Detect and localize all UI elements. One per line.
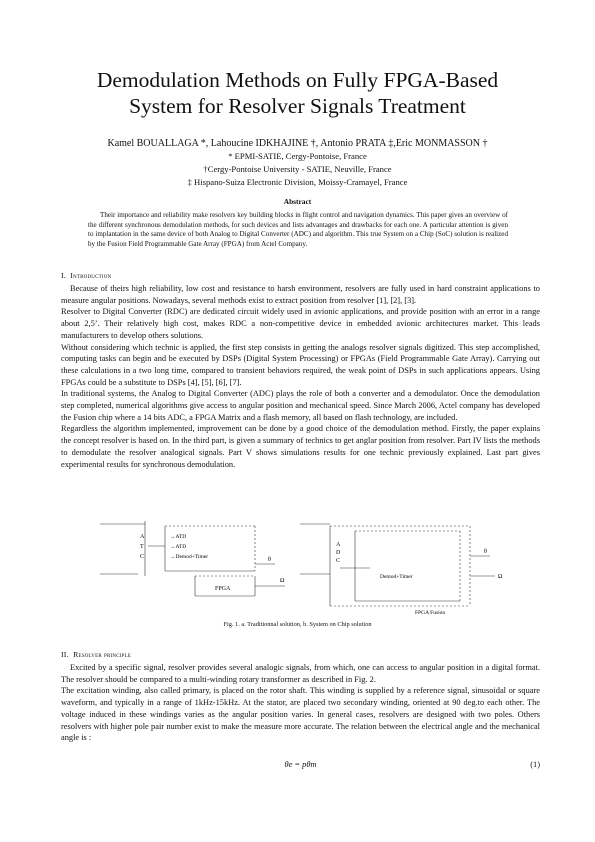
section-number: I.	[61, 271, 66, 280]
affiliation-2: †Cergy-Pontoise University - SATIE, Neuville, France	[203, 164, 392, 174]
paragraph: Excited by a specific signal, resolver provides several analogic signals, from which, one can access to angular position in a digital format. The resolver should be compared to a multi-winding rotary transformer as described in Fig. 2.	[61, 663, 540, 684]
abstract-heading: Abstract	[283, 197, 312, 206]
diagram-a-omega: Ω	[280, 578, 285, 584]
abstract-text: Their importance and reliability make resolvers key building blocks in flight control and navigation dynamics. This paper gives an overview of the different synchronous demodulation methods, for such devices and lists advantages and drawbacks for each one. A particular attention is given to implantation in the same device of both Analog to Digital Converter (ADC) and algorithm. This true System on a Chip (SoC) solution is realized by the Fusion Field Programmable Gate Array (FPGA) from Actel Company.	[88, 211, 508, 248]
affiliation-3: ‡ Hispano-Suiza Electronic Division, Moissy-Cramayel, France	[187, 177, 408, 187]
section-number: II.	[61, 650, 69, 659]
introduction-body	[61, 283, 540, 470]
diagram-a-atd-2: →ATD	[170, 544, 187, 550]
title-line-1: Demodulation Methods on Fully FPGA-Based	[96, 68, 499, 92]
equation-number: (1)	[530, 760, 540, 769]
resolver-body	[61, 662, 540, 744]
paragraph: The excitation winding, also called primary, is placed on the rotor shaft. This winding is supplied by a reference signal, sinusoidal or square waveform, and typically in a range of 1kHz-15kHz. At the stator, are placed two secondary winding, oriented at 90 deg.to each other. The voltage induced in these windings varies as the angular position varies. In general cases, resolvers are designed with two poles. Others resolvers with higher pole pair number exist to make the measure more accurate. The relation between the electrical angle and the mechanical angle is :	[61, 686, 540, 743]
section-title: Resolver principle	[73, 650, 132, 659]
diagram-a-theta: θ	[268, 557, 271, 563]
paragraph: Regardless the algorithm implemented, improvement can be done by a good choice of the demodulation method. Firstly, the paper explains the concept resolver is based on. In the third part, is given a summary of technics to get anglar position from resolver. Part IV lists the methods to demodulate the resolver analogical signals. Part V shows simulations results for one technic previously explained. Last part gives experimental results for synchronous demodulation.	[61, 424, 540, 469]
equation-formula: θe = pθm	[284, 760, 317, 769]
affiliation-1: * EPMI-SATIE, Cergy-Pontoise, France	[228, 151, 367, 161]
diagram-b-label-3: C	[336, 558, 341, 564]
author-list: Kamel BOUALLAGA *, Lahoucine IDKHAJINE †, Antonio PRATA ‡,Eric MONMASSON †	[107, 138, 488, 149]
diagram-b-fpga: FPGA Fusion	[415, 610, 446, 616]
diagram-a-demod: →Demod+Timer	[170, 554, 209, 560]
diagram-a-label-2: T	[140, 544, 144, 550]
paper-title	[40, 67, 555, 119]
section-title: Introduction	[70, 271, 112, 280]
diagram-b-label-2: D	[336, 550, 341, 556]
diagram-a-atd-1: →ATD	[170, 534, 187, 540]
paragraph: Without considering which technic is applied, the first step consists in getting the analogs resolver signals digitized. This step accomplished, computing tasks can begin and be executed by DSPs (Digital System Processing) or FPGAs (Field Programmable Gate Array). Carrying out these calculations in a two long time, compared to transient behaviors required, the weak point of DSPs in such applications appears. Using FPGAs could be a substitute to DSPs [4], [5], [6], [7].	[61, 342, 540, 387]
diagram-a-label-3: C	[140, 554, 145, 560]
figure-1	[0, 516, 595, 616]
paragraph: In traditional systems, the Analog to Digital Converter (ADC) plays the role of both a converter and a demodulator. Once the demodulation step completed, numerical algorithms give access to angular position and mechanical speed. Since March 2006, Actel company has developed the Fusion chip where a 14 bits ADC, a FPGA Matrix and a flash memory, all based on flash technology, are included.	[61, 389, 540, 422]
paragraph: Because of theirs high reliability, low cost and resistance to harsh environment, resolvers are fully used in hard constraint applications to measure angular positions. Nowadays, several methods exist to extract position from resolver [1], [2], [3].	[61, 284, 540, 305]
diagram-a-label-1: A	[140, 534, 145, 540]
section-heading-resolver	[61, 650, 131, 659]
section-heading-introduction	[61, 271, 111, 280]
diagram-b-theta: θ	[484, 549, 487, 555]
title-line-2: System for Resolver Signals Treatment	[129, 94, 466, 118]
paragraph: Resolver to Digital Converter (RDC) are dedicated circuit widely used in avionic applications, and provide position with an error in a range about 2,5’. Their relatively high cost, makes RDC a non-competitive device in embedded avionic architectures market. This leads manufacturers to develop others solutions.	[61, 307, 540, 340]
diagram-a-fpga: FPGA	[215, 586, 231, 592]
figure-caption: Fig. 1. a. Traditionnal solution, b. System on Chip solution	[223, 621, 372, 628]
diagram-b-demod: Demod+Timer	[380, 574, 413, 580]
diagram-b-omega: Ω	[498, 574, 503, 580]
diagram-system-on-chip	[300, 524, 495, 606]
diagram-b-label-1: A	[336, 542, 341, 548]
